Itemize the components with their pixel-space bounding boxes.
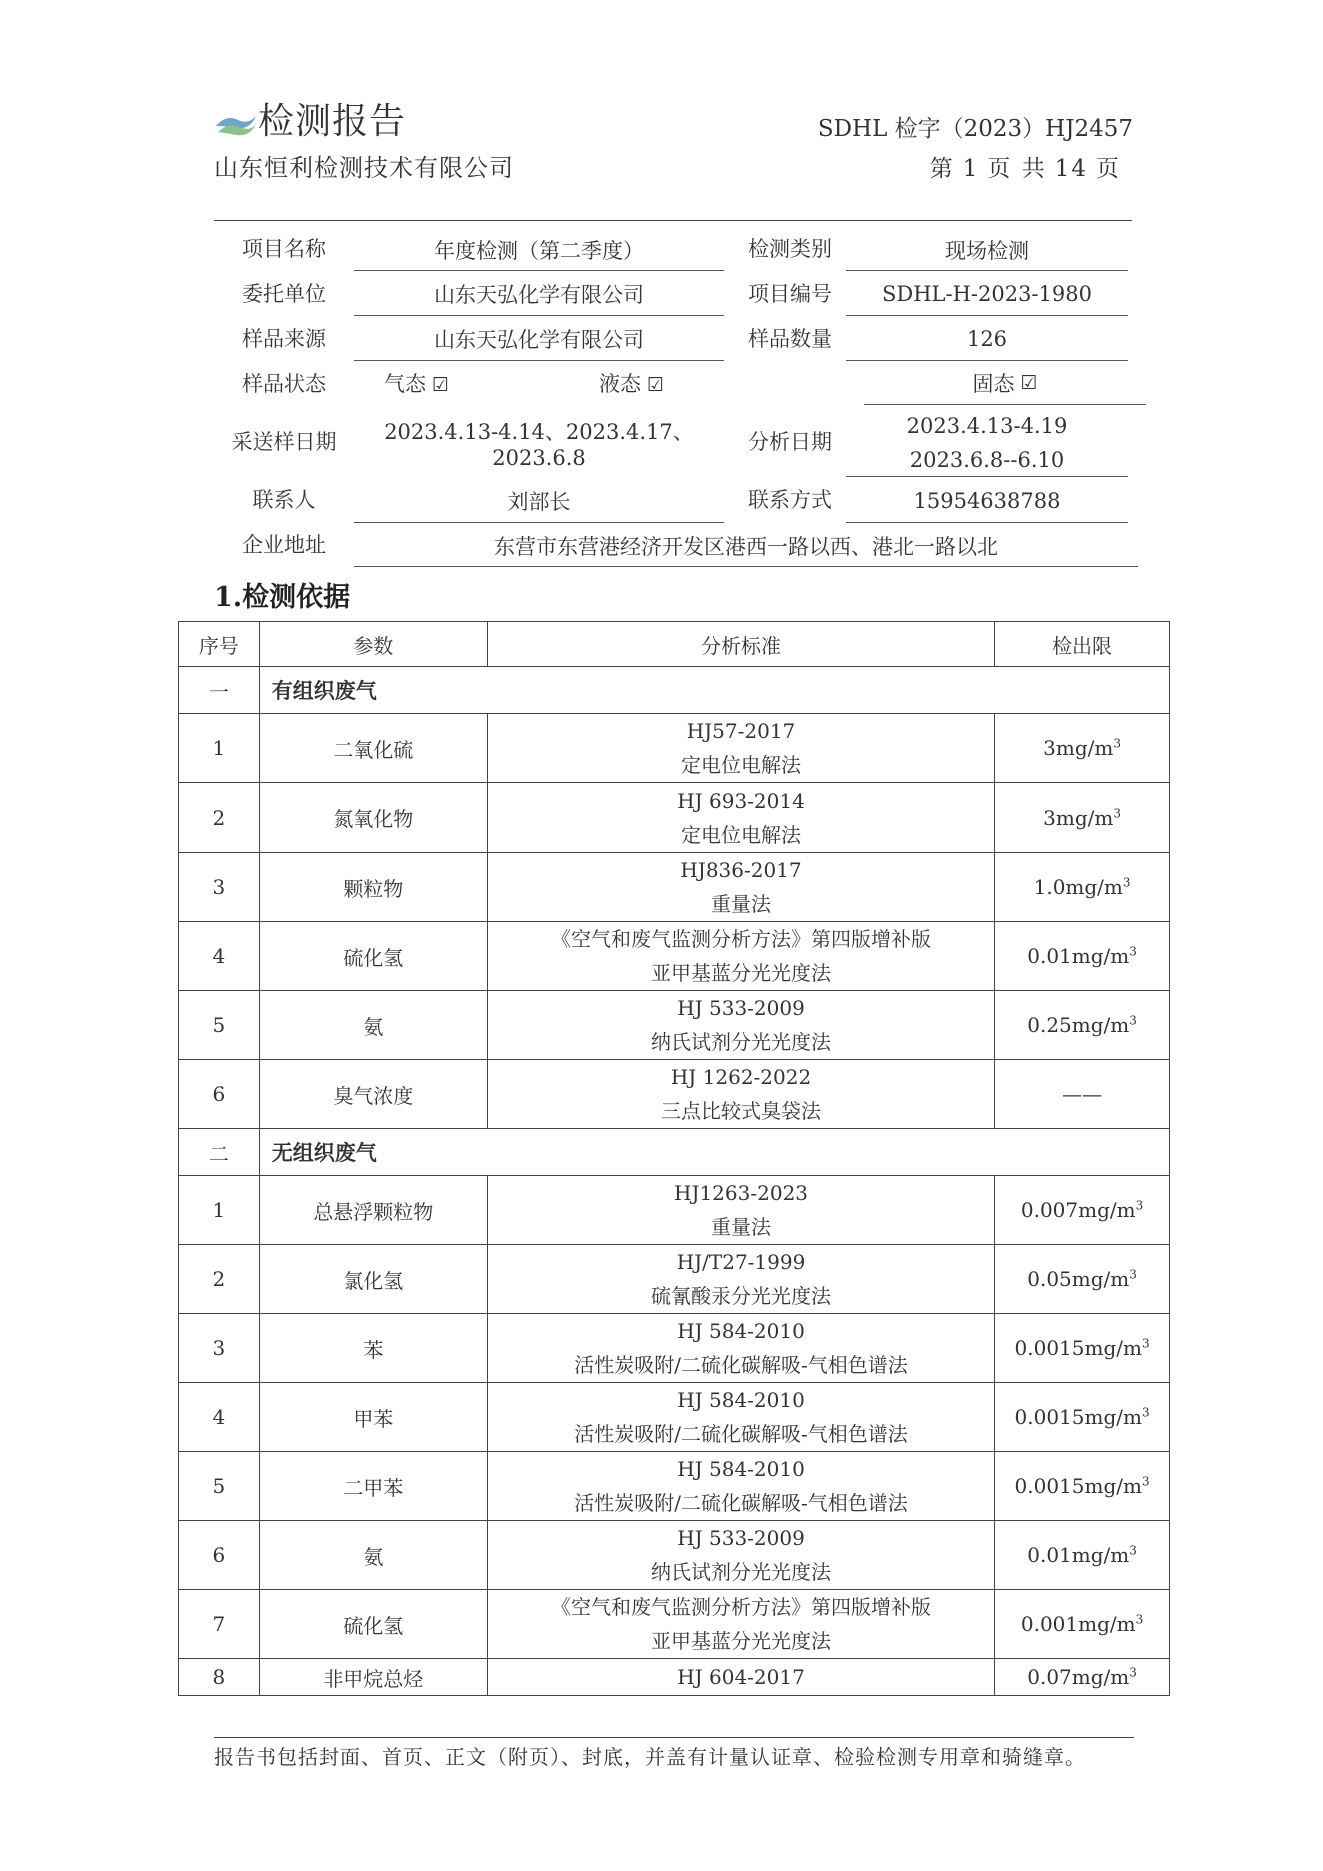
limit-value: 0.01mg/m xyxy=(1027,944,1130,968)
row-limit xyxy=(995,1383,1170,1452)
header-limit: 检出限 xyxy=(995,622,1170,667)
row-param: 氨 xyxy=(259,1521,487,1590)
row-standard xyxy=(487,783,994,853)
report-number: SDHL 检字（2023）HJ2457 xyxy=(817,116,1133,142)
standard-code: 《空气和废气监测分析方法》第四版增补版 xyxy=(551,1595,932,1619)
limit-value: 3mg/m xyxy=(1043,805,1114,830)
row-param: 氨 xyxy=(259,991,487,1060)
limit-unit-exponent: 3 xyxy=(1113,805,1121,820)
report-info-block xyxy=(214,226,1146,566)
standard-code: 《空气和废气监测分析方法》第四版增补版 xyxy=(551,927,932,951)
limit-unit-exponent: 3 xyxy=(1135,1198,1144,1213)
sample-count-value: 126 xyxy=(846,319,1128,361)
standard-code: HJ 533-2009 xyxy=(677,1526,805,1550)
table-row xyxy=(179,783,1170,853)
limit-unit-exponent: 3 xyxy=(1141,1474,1150,1489)
standard-code: HJ57-2017 xyxy=(686,719,796,743)
row-no: 1 xyxy=(179,1176,260,1245)
group-row xyxy=(179,667,1170,714)
standard-method: 纳氏试剂分光光度法 xyxy=(651,1560,832,1584)
standard-code: HJ 584-2010 xyxy=(677,1457,805,1481)
contact-label: 联系人 xyxy=(252,488,316,512)
row-no: 8 xyxy=(179,1659,260,1696)
info-row-sample-state xyxy=(214,360,1146,406)
limit-unit-exponent: 3 xyxy=(1141,1336,1150,1351)
standard-method: 定电位电解法 xyxy=(681,822,802,847)
project-name-value: 年度检测（第二季度） xyxy=(354,230,724,271)
table-row xyxy=(179,1452,1170,1521)
page-prefix: 第 xyxy=(929,156,955,182)
row-param: 总悬浮颗粒物 xyxy=(259,1176,487,1245)
row-standard xyxy=(487,1314,994,1383)
limit-unit-exponent: 3 xyxy=(1113,736,1121,751)
liquid-checkbox-icon: ☑ xyxy=(646,374,664,396)
sample-state-options xyxy=(354,368,694,398)
phone-label: 联系方式 xyxy=(748,488,832,512)
row-param: 二甲苯 xyxy=(259,1452,487,1521)
row-limit xyxy=(995,1452,1170,1521)
page-current: 1 xyxy=(962,156,980,182)
state-gas-label: 气态 xyxy=(384,372,426,396)
page-indicator xyxy=(926,158,1125,181)
table-row xyxy=(179,1314,1170,1383)
row-limit xyxy=(995,991,1170,1060)
standard-code: HJ 1262-2022 xyxy=(670,1065,812,1089)
row-limit xyxy=(995,1659,1170,1696)
row-limit xyxy=(995,1314,1170,1383)
group-row xyxy=(179,1129,1170,1176)
row-limit xyxy=(995,1590,1170,1659)
address-value: 东营市东营港经济开发区港西一路以西、港北一路以北 xyxy=(354,526,1138,567)
row-param: 颗粒物 xyxy=(259,853,487,922)
table-row xyxy=(179,1245,1170,1314)
test-basis-table xyxy=(178,621,1170,1696)
table-header-row xyxy=(179,622,1170,667)
row-no: 2 xyxy=(179,1245,260,1314)
limit-value: 0.07mg/m xyxy=(1027,1665,1130,1689)
standard-method: 三点比较式臭袋法 xyxy=(661,1099,822,1123)
row-no: 6 xyxy=(179,1060,260,1129)
row-no: 5 xyxy=(179,991,260,1060)
row-standard xyxy=(487,1521,994,1590)
limit-value: 0.25mg/m xyxy=(1027,1013,1130,1037)
test-type-value: 现场检测 xyxy=(846,230,1128,271)
row-param: 硫化氢 xyxy=(259,922,487,991)
analysis-date-1: 2023.4.13-4.19 xyxy=(906,413,1068,438)
solid-checkbox-icon: ☑ xyxy=(1020,372,1038,394)
table-row xyxy=(179,1659,1170,1696)
limit-value: 0.0015mg/m xyxy=(1014,1336,1142,1360)
info-row-client xyxy=(214,270,1146,315)
limit-value: 0.01mg/m xyxy=(1027,1543,1130,1567)
group-label: 有组织废气 xyxy=(259,667,1169,714)
table-row xyxy=(179,1060,1170,1129)
analysis-date-label: 分析日期 xyxy=(748,430,832,454)
row-no: 3 xyxy=(179,1314,260,1383)
analysis-date-2: 2023.6.8--6.10 xyxy=(909,447,1065,472)
row-limit xyxy=(995,1521,1170,1590)
row-no: 5 xyxy=(179,1452,260,1521)
sampling-date-label: 采送样日期 xyxy=(231,430,337,454)
header-divider xyxy=(214,220,1132,221)
row-standard xyxy=(487,853,994,922)
row-limit xyxy=(995,922,1170,991)
row-standard xyxy=(487,1452,994,1521)
row-standard xyxy=(487,1176,994,1245)
client-label: 委托单位 xyxy=(242,281,326,306)
project-name-label: 项目名称 xyxy=(242,237,326,261)
standard-code: HJ 533-2009 xyxy=(677,996,805,1020)
row-limit xyxy=(995,1245,1170,1314)
limit-value: 0.0015mg/m xyxy=(1014,1405,1142,1429)
table-row xyxy=(179,1521,1170,1590)
row-limit xyxy=(995,783,1170,853)
section-title: 1.检测依据 xyxy=(214,582,351,613)
row-param: 氯化氢 xyxy=(259,1245,487,1314)
state-solid xyxy=(864,360,1146,406)
header-standard: 分析标准 xyxy=(487,622,994,667)
row-no: 1 xyxy=(179,714,260,783)
table-row xyxy=(179,1176,1170,1245)
limit-value: 3mg/m xyxy=(1043,736,1114,760)
limit-unit-exponent: 3 xyxy=(1129,944,1137,959)
row-no: 7 xyxy=(179,1590,260,1659)
contact-value: 刘部长 xyxy=(354,480,724,523)
row-standard xyxy=(487,991,994,1060)
row-param: 非甲烷总烃 xyxy=(259,1659,487,1696)
row-standard xyxy=(487,1245,994,1314)
row-standard xyxy=(487,1060,994,1129)
sample-source-label: 样品来源 xyxy=(242,326,326,351)
info-row-sample-source xyxy=(214,315,1146,360)
standard-method: 活性炭吸附/二硫化碳解吸-气相色谱法 xyxy=(574,1491,908,1515)
project-no-value: SDHL-H-2023-1980 xyxy=(846,274,1128,316)
standard-code: HJ/T27-1999 xyxy=(676,1250,806,1274)
row-no: 2 xyxy=(179,783,260,853)
standard-code: HJ836-2017 xyxy=(680,858,802,882)
row-limit xyxy=(995,714,1170,783)
table-row xyxy=(179,714,1170,783)
sample-state-label: 样品状态 xyxy=(242,372,326,396)
company-name: 山东恒利检测技术有限公司 xyxy=(214,154,514,182)
limit-unit-exponent: 3 xyxy=(1135,1612,1144,1627)
limit-value: 0.001mg/m xyxy=(1020,1612,1136,1636)
page-suffix: 页 xyxy=(1096,156,1121,182)
standard-code: HJ 584-2010 xyxy=(677,1388,805,1412)
standard-method: 硫氰酸汞分光光度法 xyxy=(651,1284,832,1308)
table-row xyxy=(179,1383,1170,1452)
limit-value: 0.007mg/m xyxy=(1020,1198,1136,1222)
standard-code: HJ 604-2017 xyxy=(677,1665,805,1689)
project-no-label: 项目编号 xyxy=(748,281,832,306)
table-row xyxy=(179,853,1170,922)
standard-method: 纳氏试剂分光光度法 xyxy=(651,1030,832,1054)
limit-value: 1.0mg/m xyxy=(1033,875,1123,899)
state-solid-label: 固态 xyxy=(972,372,1015,396)
row-param: 二氧化硫 xyxy=(259,714,487,783)
table-row xyxy=(179,922,1170,991)
table-row xyxy=(179,991,1170,1060)
row-param: 甲苯 xyxy=(259,1383,487,1452)
row-limit xyxy=(995,1176,1170,1245)
sample-count-label: 样品数量 xyxy=(748,326,832,351)
state-liquid-label: 液态 xyxy=(598,372,641,396)
row-no: 6 xyxy=(179,1521,260,1590)
row-no: 4 xyxy=(179,922,260,991)
info-row-dates xyxy=(214,406,1146,476)
group-label: 无组织废气 xyxy=(259,1129,1169,1176)
limit-value: —— xyxy=(1062,1082,1103,1106)
info-row-project xyxy=(214,226,1146,270)
limit-value: 0.05mg/m xyxy=(1027,1267,1130,1291)
limit-unit-exponent: 3 xyxy=(1129,1665,1137,1680)
standard-method: 活性炭吸附/二硫化碳解吸-气相色谱法 xyxy=(574,1353,908,1377)
standard-method: 活性炭吸附/二硫化碳解吸-气相色谱法 xyxy=(574,1422,908,1446)
row-param: 硫化氢 xyxy=(259,1590,487,1659)
row-standard xyxy=(487,1590,994,1659)
row-standard xyxy=(487,922,994,991)
phone-value: 15954638788 xyxy=(846,480,1128,523)
group-no: 一 xyxy=(179,667,260,714)
row-param: 苯 xyxy=(259,1314,487,1383)
state-liquid xyxy=(599,368,664,398)
report-title: 检测报告 xyxy=(258,101,407,142)
page-total: 14 xyxy=(1054,156,1088,182)
info-row-contact xyxy=(214,476,1146,522)
limit-unit-exponent: 3 xyxy=(1122,875,1131,890)
info-row-address xyxy=(214,522,1146,566)
sample-source-value: 山东天弘化学有限公司 xyxy=(354,319,724,361)
standard-code: HJ 584-2010 xyxy=(677,1319,805,1343)
standard-method: 重量法 xyxy=(711,892,772,916)
row-param: 臭气浓度 xyxy=(259,1060,487,1129)
row-no: 3 xyxy=(179,853,260,922)
test-type-label: 检测类别 xyxy=(748,237,832,261)
standard-code: HJ 693-2014 xyxy=(677,788,805,813)
group-no: 二 xyxy=(179,1129,260,1176)
client-value: 山东天弘化学有限公司 xyxy=(354,274,724,316)
limit-unit-exponent: 3 xyxy=(1129,1543,1137,1558)
footer-divider xyxy=(214,1737,1134,1738)
gas-checkbox-icon: ☑ xyxy=(432,374,450,396)
row-limit xyxy=(995,1060,1170,1129)
row-param: 氮氧化物 xyxy=(259,783,487,853)
standard-method: 亚甲基蓝分光光度法 xyxy=(651,1629,832,1653)
row-no: 4 xyxy=(179,1383,260,1452)
header-param: 参数 xyxy=(259,622,487,667)
table-row xyxy=(179,1590,1170,1659)
page-mid: 页 共 xyxy=(987,156,1047,182)
row-standard xyxy=(487,714,994,783)
standard-code: HJ1263-2023 xyxy=(674,1181,809,1205)
limit-unit-exponent: 3 xyxy=(1129,1013,1137,1028)
row-standard xyxy=(487,1383,994,1452)
footer-note: 报告书包括封面、首页、正文（附页）、封底，并盖有计量认证章、检验检测专用章和骑缝章。 xyxy=(214,1745,1086,1769)
address-label: 企业地址 xyxy=(242,533,326,557)
limit-unit-exponent: 3 xyxy=(1141,1405,1150,1420)
limit-value: 0.0015mg/m xyxy=(1014,1474,1142,1498)
analysis-date-value xyxy=(846,410,1128,477)
limit-unit-exponent: 3 xyxy=(1129,1267,1137,1282)
standard-method: 亚甲基蓝分光光度法 xyxy=(651,961,832,985)
header-no: 序号 xyxy=(179,622,260,667)
standard-method: 定电位电解法 xyxy=(681,753,802,777)
state-gas xyxy=(384,368,449,398)
company-logo xyxy=(214,108,258,138)
row-limit xyxy=(995,853,1170,922)
row-standard xyxy=(487,1659,994,1696)
standard-method: 重量法 xyxy=(711,1215,772,1239)
sampling-date-value: 2023.4.13-4.14、2023.4.17、2023.6.8 xyxy=(384,420,694,470)
